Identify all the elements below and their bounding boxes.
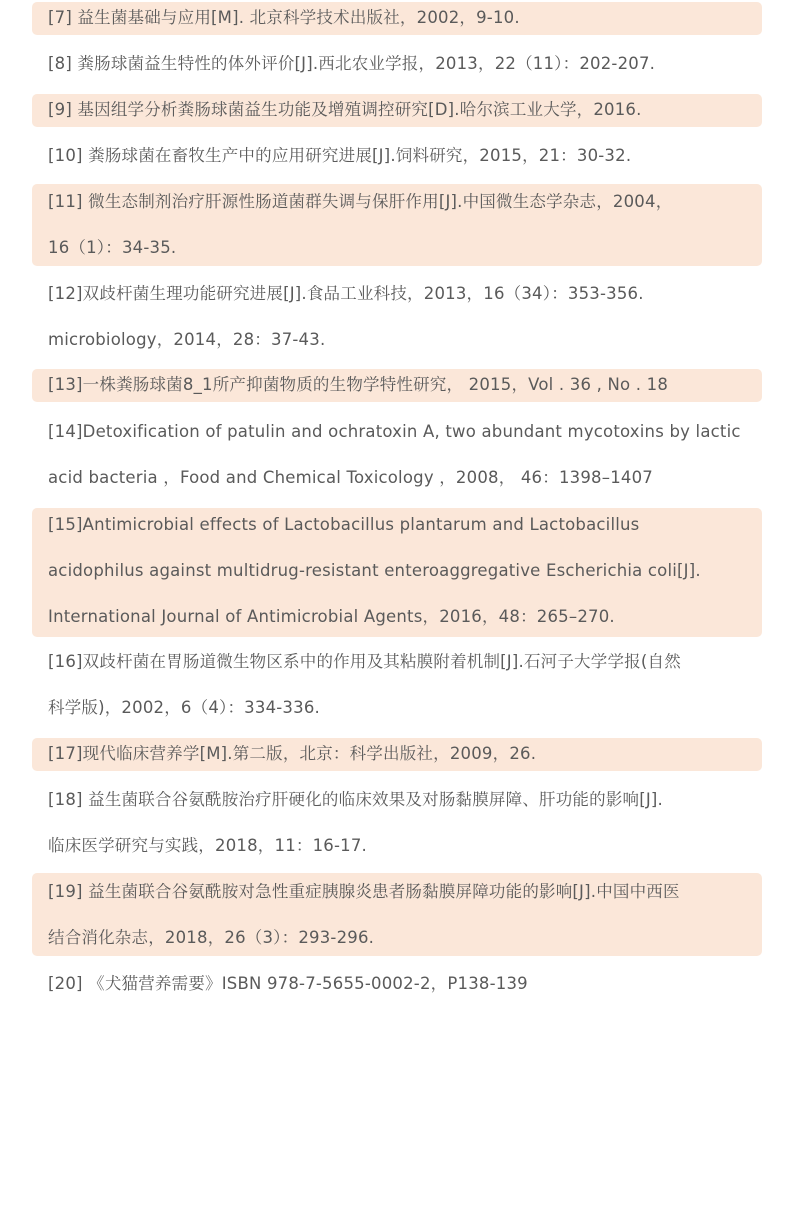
reference-line: microbiology，2014，28：37-43. (48, 330, 326, 349)
reference-line: [7] 益生菌基础与应用[M]. 北京科学技术出版社，2002，9-10. (48, 8, 520, 27)
reference-item (32, 184, 762, 266)
reference-line: [8] 粪肠球菌益生特性的体外评价[J].西北农业学报，2013，22（11）：202-207. (48, 54, 656, 73)
reference-item (32, 646, 762, 738)
reference-item (32, 48, 762, 94)
reference-item (32, 94, 762, 127)
reference-line: [19] 益生菌联合谷氨酰胺对急性重症胰腺炎患者肠黏膜屏障功能的影响[J].中国中西医 (48, 882, 680, 901)
reference-item (32, 784, 762, 876)
reference-line: [12]双歧杆菌生理功能研究进展[J].食品工业科技，2013，16（34）：353-356. (48, 284, 644, 303)
reference-line: [14]Detoxification of patulin and ochratoxin A, two abundant mycotoxins by lactic (48, 422, 741, 441)
reference-line: [15]Antimicrobial effects of Lactobacillus plantarum and Lactobacillus (48, 515, 640, 534)
reference-line: [11] 微生态制剂治疗肝源性肠道菌群失调与保肝作用[J].中国微生态学杂志，2004， (48, 192, 673, 211)
reference-item (32, 968, 762, 1014)
reference-line: [9] 基因组学分析粪肠球菌益生功能及增殖调控研究[D].哈尔滨工业大学，2016. (48, 100, 642, 119)
reference-line: [16]双歧杆菌在胃肠道微生物区系中的作用及其粘膜附着机制[J].石河子大学学报(自然 (48, 652, 681, 671)
reference-line: 科学版)，2002，6（4）：334-336. (48, 698, 320, 717)
reference-item (32, 738, 762, 771)
reference-line: 结合消化杂志，2018，26（3）：293-296. (48, 928, 375, 947)
reference-item (32, 416, 762, 508)
reference-line: [20] 《犬猫营养需要》ISBN 978-7-5655-0002-2，P138-139 (48, 974, 528, 993)
reference-line: [18] 益生菌联合谷氨酰胺治疗肝硬化的临床效果及对肠黏膜屏障、肝功能的影响[J]. (48, 790, 664, 809)
reference-item (32, 508, 762, 637)
reference-item (32, 369, 762, 402)
reference-item (32, 2, 762, 35)
reference-line: 临床医学研究与实践，2018，11：16-17. (48, 836, 367, 855)
reference-item (32, 140, 762, 186)
reference-item (32, 278, 762, 370)
reference-item (32, 873, 762, 956)
reference-line: [13]一株粪肠球菌8_1所产抑菌物质的生物学特性研究， 2015，Vol . 36 , No . 18 (48, 375, 669, 394)
reference-line: International Journal of Antimicrobial Agents，2016，48：265–270. (48, 607, 615, 626)
reference-line: 16（1）：34-35. (48, 238, 177, 257)
reference-line: acid bacteria ，Food and Chemical Toxicology ，2008， 46：1398–1407 (48, 468, 653, 487)
reference-line: acidophilus against multidrug-resistant enteroaggregative Escherichia coli[J]. (48, 561, 701, 580)
reference-line: [10] 粪肠球菌在畜牧生产中的应用研究进展[J].饲料研究，2015，21：30-32. (48, 146, 632, 165)
reference-line: [17]现代临床营养学[M].第二版，北京：科学出版社，2009，26. (48, 744, 537, 763)
